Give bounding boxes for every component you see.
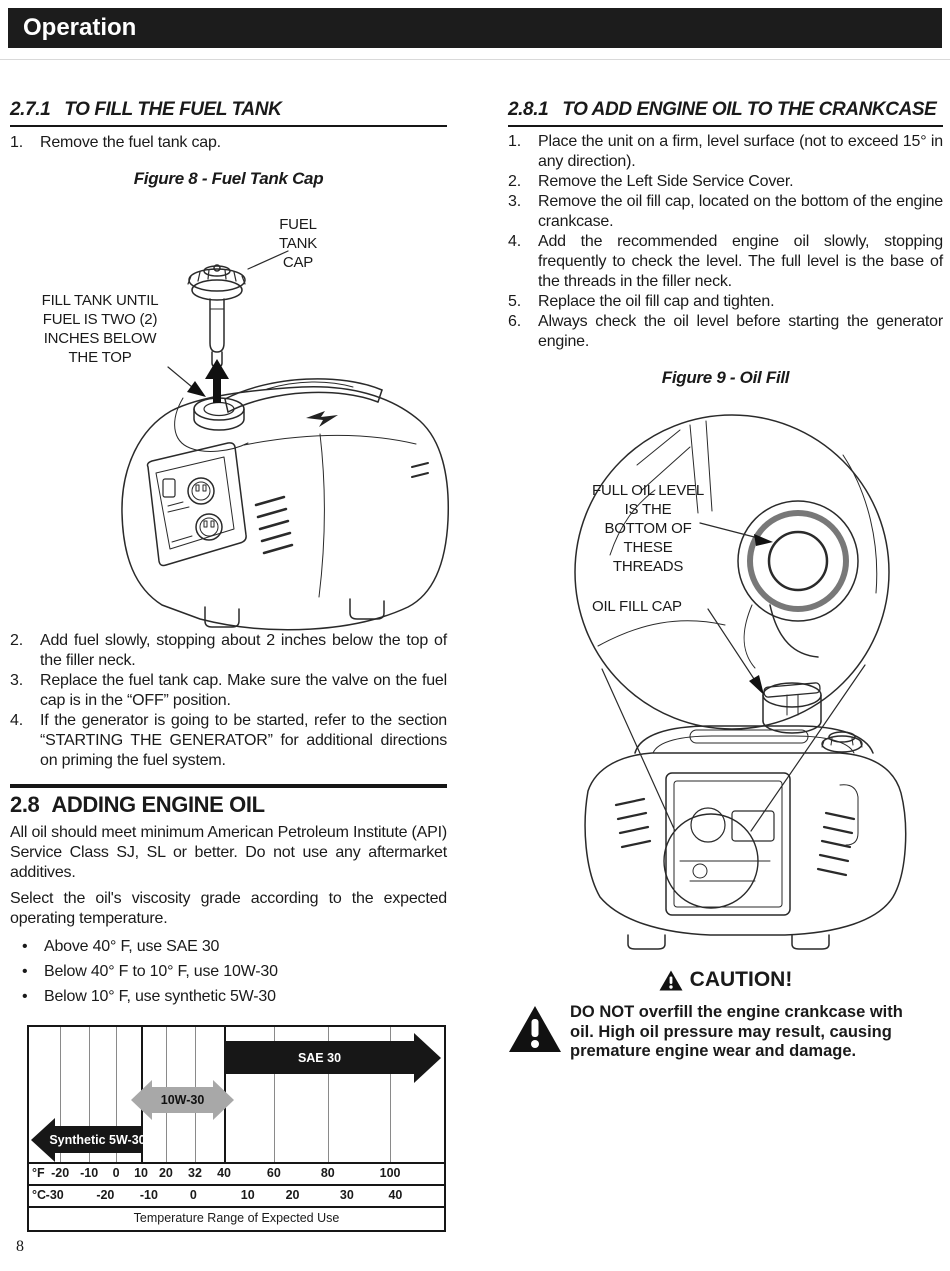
oil-step-6 bbox=[508, 312, 943, 352]
step-text: Add the recommended engine oil slowly, stopping frequently to check the level. The full level is the base of the threads in the filler neck. bbox=[538, 233, 943, 290]
fuel-step-1 bbox=[10, 133, 447, 153]
tick-label: 0 bbox=[112, 1166, 120, 1180]
section-281-title: TO ADD ENGINE OIL TO THE CRANKCASE bbox=[562, 99, 937, 120]
step-text: Remove the fuel tank cap. bbox=[40, 134, 221, 151]
step-number: 2. bbox=[508, 173, 521, 190]
viscosity-plot bbox=[27, 1025, 446, 1164]
tick-label: 60 bbox=[266, 1166, 281, 1180]
step-text: Place the unit on a firm, level surface (not to exceed 15° in any direction). bbox=[538, 133, 943, 170]
f-scale-row bbox=[27, 1162, 446, 1186]
oil-step-3 bbox=[508, 192, 943, 232]
section-28-heading bbox=[10, 792, 447, 818]
step-number: 5. bbox=[508, 293, 521, 310]
step-text: Always check the oil level before starting the generator engine. bbox=[538, 313, 943, 350]
page-header-bar bbox=[8, 8, 942, 48]
step-number: 4. bbox=[508, 233, 521, 250]
tick-label: -20 bbox=[96, 1188, 115, 1202]
section-281-heading bbox=[508, 99, 943, 127]
oil-para-1: All oil should meet minimum American Petroleum Institute (API) Service Class SJ, SL or better. Do not use any aftermarket additives. bbox=[10, 824, 447, 881]
caution-heading bbox=[508, 968, 943, 992]
figure9-line-art bbox=[540, 393, 945, 953]
figure8-fuel-tank-cap bbox=[20, 205, 460, 632]
step-number: 2. bbox=[10, 632, 23, 649]
section-28-number: 2.8 bbox=[10, 792, 40, 817]
step-number: 3. bbox=[10, 672, 23, 689]
tick-label: 0 bbox=[189, 1188, 197, 1202]
figure8-label-fuel-tank-cap: FUEL TANK CAP bbox=[278, 216, 318, 271]
figure9-label-oil-fill-cap: OIL FILL CAP bbox=[592, 598, 682, 615]
step-number: 6. bbox=[508, 313, 521, 330]
oil-band-10w-30: 10W-30 bbox=[151, 1087, 213, 1113]
tick-label: -10 bbox=[80, 1166, 99, 1180]
step-text: If the generator is going to be started, refer to the section “STARTING THE GENERATOR” for additional directions on priming the fuel system. bbox=[40, 712, 447, 769]
oil-step-2 bbox=[508, 172, 943, 192]
fuel-step-2 bbox=[10, 631, 447, 671]
section-271-number: 2.7.1 bbox=[10, 99, 51, 120]
oil-step-4 bbox=[508, 232, 943, 292]
tick-label: 32 bbox=[188, 1166, 202, 1180]
fuel-step-3 bbox=[10, 671, 447, 711]
fuel-steps-2-4 bbox=[10, 631, 447, 771]
figure9-oil-fill bbox=[540, 393, 945, 953]
figure9-caption: Figure 9 - Oil Fill bbox=[661, 368, 790, 387]
fuel-step-4 bbox=[10, 711, 447, 771]
oil-steps-1-6 bbox=[508, 132, 943, 352]
figure8-caption: Figure 8 - Fuel Tank Cap bbox=[133, 169, 324, 188]
oil-bullet-list bbox=[10, 937, 447, 1012]
oil-para-2: Select the oil's viscosity grade according to the expected operating temperature. bbox=[10, 890, 447, 927]
step-number: 3. bbox=[508, 193, 521, 210]
step-text: Add fuel slowly, stopping about 2 inches below the top of the filler neck. bbox=[40, 632, 447, 669]
section-271-title: TO FILL THE FUEL TANK bbox=[64, 99, 282, 120]
step-text: Remove the oil fill cap, located on the bottom of the engine crankcase. bbox=[538, 193, 943, 230]
tick-label: 40 bbox=[217, 1166, 231, 1180]
oil-bullet-2: • Below 40° F to 10° F, use 10W-30 bbox=[10, 962, 447, 981]
figure8-label-fill-tank: FILL TANK UNTIL FUEL IS TWO (2) INCHES BELOW THE TOP bbox=[41, 292, 159, 366]
step-number: 4. bbox=[10, 712, 23, 729]
page-header-title: Operation bbox=[23, 14, 137, 41]
figure8-line-art bbox=[20, 205, 460, 632]
oil-band-synthetic-5w-30: Synthetic 5W-30 bbox=[54, 1126, 141, 1153]
chart-caption: Temperature Range of Expected Use bbox=[27, 1206, 446, 1232]
oil-bullet-3: • Below 10° F, use synthetic 5W-30 bbox=[10, 987, 447, 1006]
caution-text: DO NOT overfill the engine crankcase with oil. High oil pressure may result, causing premature engine wear and damage. bbox=[570, 1003, 903, 1060]
caution-block bbox=[508, 1003, 943, 1062]
c-scale-row bbox=[27, 1184, 446, 1208]
section-28-title: ADDING ENGINE OIL bbox=[51, 792, 265, 817]
section-281-number: 2.8.1 bbox=[508, 99, 549, 120]
oil-band-sae-30: SAE 30 bbox=[224, 1041, 415, 1074]
page-number: 8 bbox=[16, 1238, 24, 1255]
oil-step-1 bbox=[508, 132, 943, 172]
step-text: Replace the oil fill cap and tighten. bbox=[538, 293, 775, 310]
oil-step-5 bbox=[508, 292, 943, 312]
f-unit-label: °F bbox=[32, 1166, 45, 1180]
tick-label: 80 bbox=[320, 1166, 335, 1180]
tick-label: 40 bbox=[388, 1188, 403, 1202]
oil-bullet-1: • Above 40° F, use SAE 30 bbox=[10, 937, 447, 956]
tick-label: 30 bbox=[339, 1188, 354, 1202]
tick-label: 100 bbox=[379, 1166, 401, 1180]
figure9-label-full-oil-level: FULL OIL LEVEL IS THE BOTTOM OF THESE THREADS bbox=[592, 482, 704, 575]
header-divider bbox=[0, 59, 950, 60]
tick-label: -10 bbox=[139, 1188, 158, 1202]
step-text: Remove the Left Side Service Cover. bbox=[538, 173, 794, 190]
tick-label: 10 bbox=[134, 1166, 148, 1180]
step-number: 1. bbox=[10, 134, 23, 151]
caution-title-text: CAUTION! bbox=[689, 968, 793, 991]
warning-triangle-icon bbox=[659, 970, 683, 991]
tick-label: 20 bbox=[285, 1188, 300, 1202]
tick-label: 10 bbox=[240, 1188, 255, 1202]
step-number: 1. bbox=[508, 133, 521, 150]
section-28-rule bbox=[10, 784, 447, 788]
tick-label: -20 bbox=[51, 1166, 70, 1180]
section-271-heading bbox=[10, 99, 447, 127]
viscosity-chart bbox=[27, 1025, 446, 1232]
step-text: Replace the fuel tank cap. Make sure the valve on the fuel cap is in the “OFF” position. bbox=[40, 672, 447, 709]
warning-triangle-icon-large bbox=[508, 1005, 562, 1053]
c-unit-label: °C bbox=[32, 1188, 47, 1202]
tick-label: -30 bbox=[45, 1188, 64, 1202]
tick-label: 20 bbox=[158, 1166, 173, 1180]
